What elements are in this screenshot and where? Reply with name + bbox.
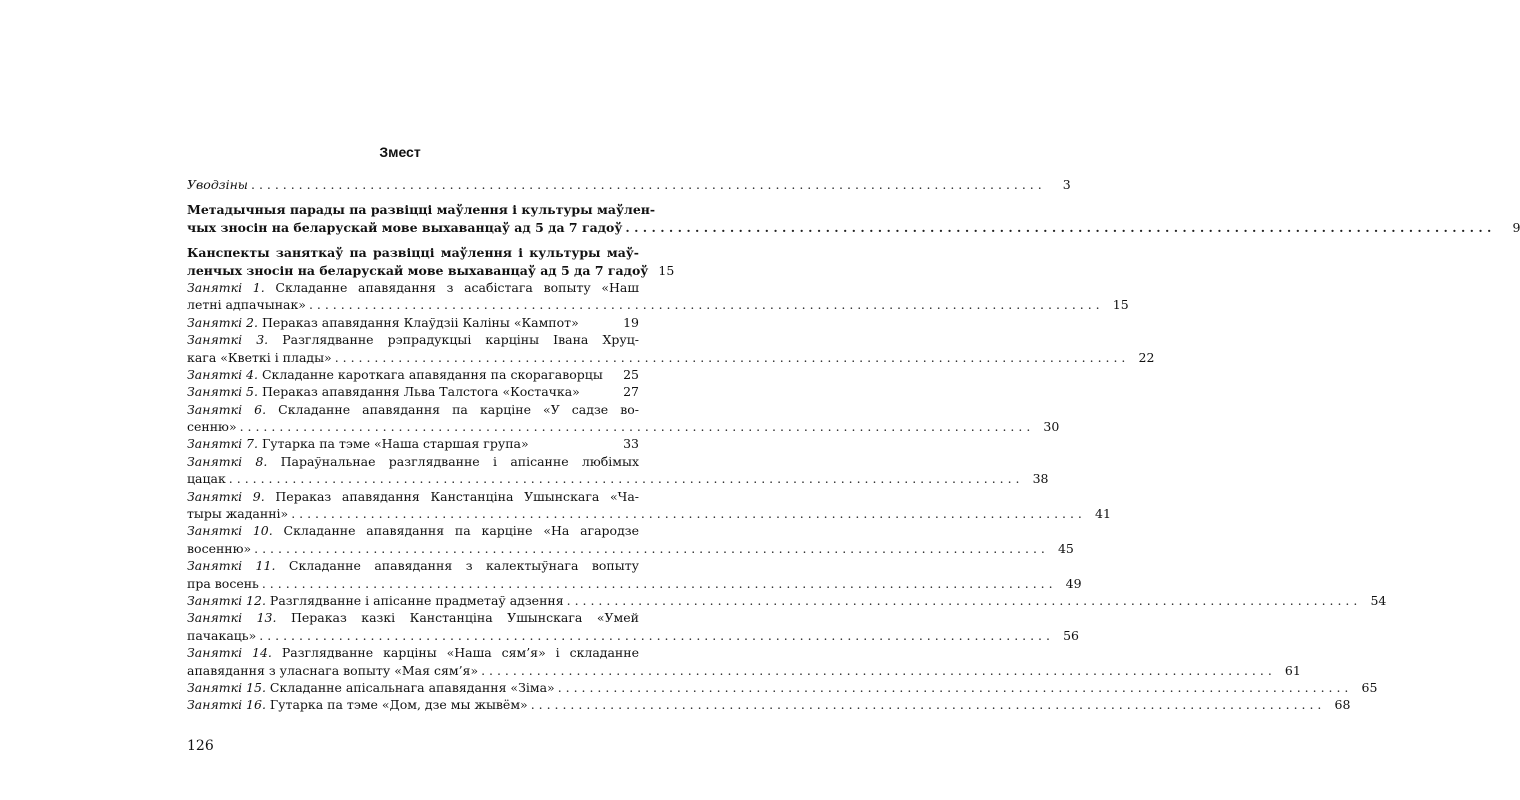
toc-page-number: 19 [623,314,639,330]
toc-entry-text: пра восень [187,575,259,591]
toc-entry-label: Заняткі 12. [187,592,266,608]
toc-entry-text: Параўнальнае разглядванне і апісанне любімых [280,453,639,469]
toc-entry-lesson-6[interactable] [187,401,1060,436]
toc-entry-text: апавядання з уласнага вопыту «Мая сям’я» [187,662,479,678]
toc-entry-text: Складанне апавядання з калектыўнага вопыту [288,558,639,574]
toc-entry-text: Пераказ казкі Канстанціна Ушынскага «Умей [290,610,639,626]
toc-page-number: 68 [1334,697,1351,713]
toc-page-number: 45 [1057,540,1074,556]
toc-entry-label: Заняткі 14. [187,645,272,661]
toc-page-number: 27 [623,384,639,400]
toc-page-number: 15 [658,262,675,278]
toc-entry-label: Заняткі 6. [187,401,267,417]
toc-entry-methodical-advice[interactable] [187,201,1520,236]
leader-dots [625,219,1491,236]
leader-dots [531,696,1322,713]
toc-entry-label: Заняткі 9. [187,488,265,504]
table-of-contents [187,176,1520,714]
toc-entry-text: Пераказ апавядання Льва Талстога «Костачка» [261,384,580,400]
toc-page-number: 3 [1062,177,1071,192]
toc-entry-text: пачакаць» [187,627,257,643]
leader-dots [558,679,1349,696]
toc-entry-label: Заняткі 4. [187,366,258,382]
toc-entry-label: Заняткі 13. [187,610,277,626]
page-number: 126 [187,738,214,754]
toc-page-number: 38 [1032,471,1049,487]
toc-entry-label: Заняткі 8. [187,453,268,469]
toc-entry-text: Разглядванне рэпрадукцыі карціны Івана Хруц- [282,332,639,348]
toc-entry-lesson-11[interactable] [187,557,1082,592]
toc-entry-text: Пераказ апавядання Канстанціна Ушынскага «Ча- [275,488,640,504]
toc-entry-label: Заняткі 5. [187,384,258,400]
toc-entry-text: Пераказ апавядання Клаўдзіі Каліны «Кампот» [261,314,579,330]
toc-page-number: 33 [623,436,639,452]
toc-page-number: 54 [1370,592,1387,608]
leader-dots [262,575,1053,592]
toc-page-number: 61 [1284,662,1301,678]
toc-entry-text: Складанне апавядання з асабістага вопыту «Наш [275,279,639,295]
toc-entry-lesson-8[interactable] [187,453,1049,488]
leader-dots [481,662,1272,679]
toc-entry-text: Гутарка па тэме «Дом, дзе мы жывём» [269,697,528,713]
toc-page-number: 9 [1512,219,1520,235]
toc-entry-label: Заняткі 11. [187,558,276,574]
leader-dots [335,349,1126,366]
toc-entry-lesson-2[interactable] [187,314,639,331]
toc-entry-text: восенню» [187,540,252,556]
toc-entry-text: летні адпачынак» [187,297,306,313]
toc-entry-text: Гутарка па тэме «Наша старшая група» [261,436,529,452]
toc-entry-text: Складанне апавядання па карціне «На агародзе [283,523,639,539]
toc-entry-lesson-13[interactable] [187,609,1079,644]
toc-entry-lesson-9[interactable] [187,488,1111,523]
leader-dots [567,592,1358,609]
toc-page-number: 15 [1112,297,1129,313]
toc-entry-lesson-notes[interactable] [187,244,675,279]
toc-page-number: 56 [1063,627,1079,643]
toc-entry-text: цацак [187,471,226,487]
toc-entry-text: чых зносін на беларускай мове выхаванцаў ад 5 да 7 гадоў [187,219,623,235]
leader-dots [229,470,1020,487]
toc-entry-lesson-12[interactable] [187,592,1387,609]
toc-entry-lesson-3[interactable] [187,331,1155,366]
toc-entry-text: Метадычныя парады па развіцці маўлення і культуры маўлен- [187,202,656,218]
leader-dots [259,627,1050,644]
toc-entry-label: Заняткі 3. [187,332,269,348]
toc-entry-label: Заняткі 16. [187,697,266,713]
toc-entry-text: Разглядванне карціны «Наша сям’я» і складанне [281,645,639,661]
toc-entry-text: Канспекты заняткаў па развіцці маўлення і культуры маў- [187,245,639,261]
toc-page-number: 25 [623,366,639,382]
toc-entry-lesson-7[interactable] [187,435,639,452]
toc-entry-lesson-15[interactable] [187,679,1378,696]
toc-page-number: 49 [1065,575,1082,591]
toc-entry-label: Заняткі 15. [187,679,266,695]
leader-dots [291,505,1082,522]
toc-page-number: 41 [1095,506,1111,522]
toc-entry-text: ленчых зносін на беларускай мове выхаванцаў ад 5 да 7 гадоў [187,262,649,278]
toc-entry-label: Заняткі 1. [187,279,265,295]
toc-entry-text: Складанне апісальнага апавядання «Зіма» [269,679,555,695]
leader-dots [254,540,1045,557]
toc-entry-text: Разглядванне і апісанне прадметаў адзення [269,592,564,608]
toc-entry-label: Заняткі 10. [187,523,273,539]
toc-entry-label: Заняткі 7. [187,436,258,452]
leader-dots [251,176,1042,193]
toc-entry-label: Заняткі 2. [187,314,258,330]
toc-page-number: 65 [1361,679,1378,695]
toc-entry-lesson-4[interactable] [187,366,639,383]
toc-entry-lesson-14[interactable] [187,644,1301,679]
toc-entry-text: Складанне кароткага апавядання па скорагаворцы [261,366,603,382]
toc-entry-lesson-10[interactable] [187,522,1074,557]
leader-dots [240,418,1031,435]
toc-entry-text: сенню» [187,419,237,435]
toc-entry-text: тыры жаданні» [187,506,289,522]
toc-entry-lesson-16[interactable] [187,696,1351,713]
toc-page-number: 22 [1138,349,1155,365]
toc-entry-introduction[interactable] [187,176,1071,193]
page-title: Змест [379,144,421,160]
toc-entry-lesson-5[interactable] [187,383,639,400]
leader-dots [309,296,1100,313]
toc-entry-lesson-1[interactable] [187,279,1129,314]
toc-entry-text: кага «Кветкі і плады» [187,349,332,365]
toc-entry-text: Складанне апавядання па карціне «У садзе во- [278,401,640,417]
toc-entry-label: Уводзіны [187,177,248,192]
toc-page-number: 30 [1043,419,1060,435]
